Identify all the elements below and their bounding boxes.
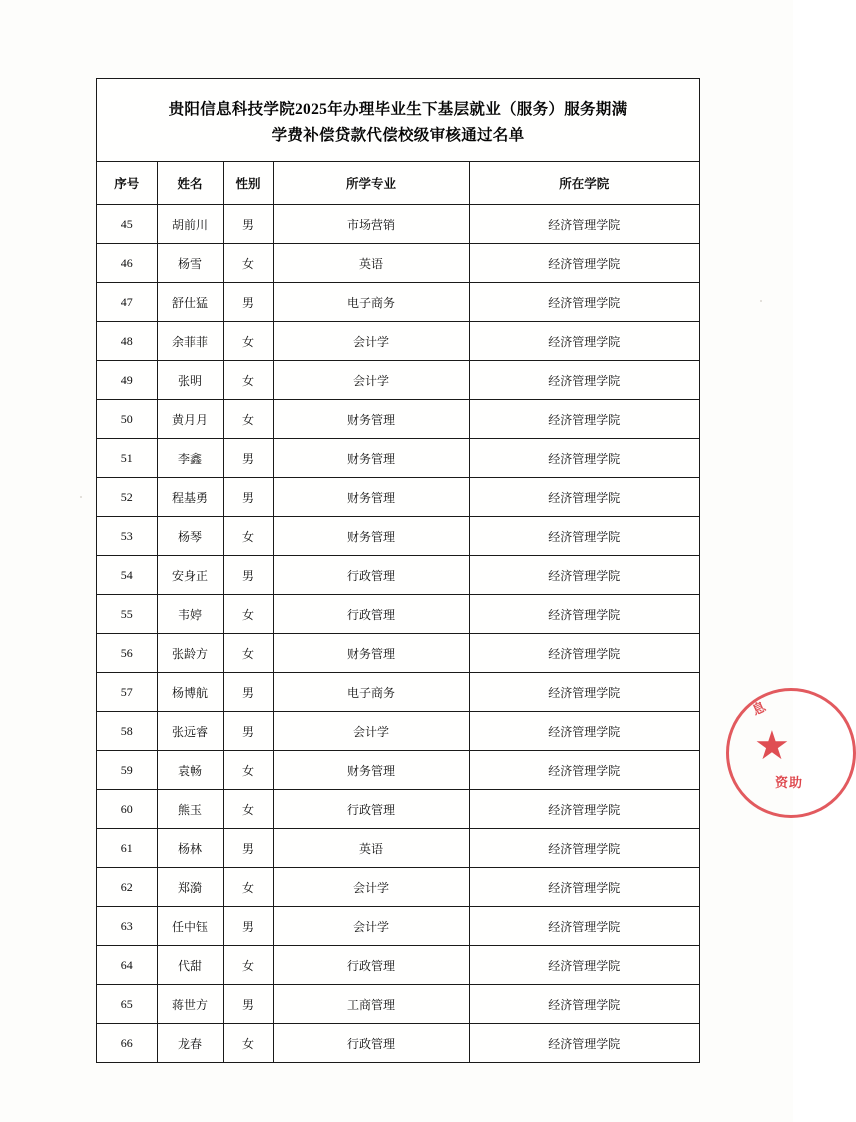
table-row <box>97 478 699 517</box>
cell-major: 行政管理 <box>273 946 469 985</box>
table-row <box>97 595 699 634</box>
cell-major: 财务管理 <box>273 634 469 673</box>
approved-name-list-table <box>97 161 699 1062</box>
cell-no: 59 <box>97 751 157 790</box>
cell-name: 安身正 <box>157 556 223 595</box>
cell-gender: 女 <box>223 361 273 400</box>
cell-no: 57 <box>97 673 157 712</box>
cell-name: 程基勇 <box>157 478 223 517</box>
cell-name: 代甜 <box>157 946 223 985</box>
cell-gender: 男 <box>223 673 273 712</box>
table-row <box>97 517 699 556</box>
cell-college: 经济管理学院 <box>469 751 699 790</box>
table-row <box>97 283 699 322</box>
table-row <box>97 868 699 907</box>
table-row <box>97 985 699 1024</box>
cell-gender: 男 <box>223 478 273 517</box>
cell-major: 会计学 <box>273 322 469 361</box>
cell-college: 经济管理学院 <box>469 595 699 634</box>
cell-no: 63 <box>97 907 157 946</box>
cell-gender: 男 <box>223 439 273 478</box>
cell-no: 55 <box>97 595 157 634</box>
cell-name: 任中钰 <box>157 907 223 946</box>
cell-name: 杨琴 <box>157 517 223 556</box>
document-frame <box>96 78 700 1063</box>
cell-college: 经济管理学院 <box>469 322 699 361</box>
table-row <box>97 634 699 673</box>
cell-gender: 男 <box>223 829 273 868</box>
cell-no: 45 <box>97 205 157 244</box>
cell-name: 蒋世方 <box>157 985 223 1024</box>
cell-college: 经济管理学院 <box>469 400 699 439</box>
table-header <box>97 162 699 205</box>
cell-college: 经济管理学院 <box>469 205 699 244</box>
column-header-no: 序号 <box>97 162 157 205</box>
cell-major: 财务管理 <box>273 478 469 517</box>
table-header-row <box>97 162 699 205</box>
cell-college: 经济管理学院 <box>469 673 699 712</box>
cell-college: 经济管理学院 <box>469 244 699 283</box>
cell-no: 62 <box>97 868 157 907</box>
cell-major: 行政管理 <box>273 556 469 595</box>
cell-major: 英语 <box>273 244 469 283</box>
cell-gender: 女 <box>223 517 273 556</box>
cell-no: 58 <box>97 712 157 751</box>
cell-college: 经济管理学院 <box>469 829 699 868</box>
scan-speck <box>80 496 82 498</box>
cell-gender: 男 <box>223 556 273 595</box>
cell-gender: 女 <box>223 751 273 790</box>
official-seal-stamp: 息 ★ 资助 <box>726 688 854 816</box>
cell-no: 53 <box>97 517 157 556</box>
cell-gender: 女 <box>223 244 273 283</box>
cell-no: 47 <box>97 283 157 322</box>
cell-gender: 女 <box>223 1024 273 1063</box>
cell-gender: 男 <box>223 283 273 322</box>
seal-ring <box>726 688 856 818</box>
cell-no: 56 <box>97 634 157 673</box>
cell-no: 60 <box>97 790 157 829</box>
cell-major: 电子商务 <box>273 673 469 712</box>
column-header-college: 所在学院 <box>469 162 699 205</box>
cell-major: 工商管理 <box>273 985 469 1024</box>
table-row <box>97 244 699 283</box>
cell-no: 65 <box>97 985 157 1024</box>
seal-bottom-text: 资助 <box>774 775 803 790</box>
table-row <box>97 790 699 829</box>
cell-name: 杨雪 <box>157 244 223 283</box>
cell-gender: 男 <box>223 712 273 751</box>
cell-no: 46 <box>97 244 157 283</box>
table-row <box>97 205 699 244</box>
cell-gender: 女 <box>223 946 273 985</box>
cell-name: 胡前川 <box>157 205 223 244</box>
cell-name: 郑漪 <box>157 868 223 907</box>
cell-college: 经济管理学院 <box>469 439 699 478</box>
table-row <box>97 751 699 790</box>
table-row <box>97 322 699 361</box>
cell-major: 行政管理 <box>273 595 469 634</box>
cell-major: 会计学 <box>273 907 469 946</box>
cell-gender: 女 <box>223 790 273 829</box>
cell-major: 财务管理 <box>273 751 469 790</box>
cell-major: 会计学 <box>273 361 469 400</box>
cell-college: 经济管理学院 <box>469 556 699 595</box>
cell-college: 经济管理学院 <box>469 361 699 400</box>
cell-name: 张龄方 <box>157 634 223 673</box>
cell-no: 54 <box>97 556 157 595</box>
cell-no: 61 <box>97 829 157 868</box>
cell-college: 经济管理学院 <box>469 907 699 946</box>
column-header-gender: 性别 <box>223 162 273 205</box>
cell-major: 英语 <box>273 829 469 868</box>
cell-major: 市场营销 <box>273 205 469 244</box>
cell-major: 电子商务 <box>273 283 469 322</box>
cell-gender: 男 <box>223 985 273 1024</box>
cell-no: 51 <box>97 439 157 478</box>
cell-gender: 女 <box>223 400 273 439</box>
cell-name: 张明 <box>157 361 223 400</box>
cell-name: 熊玉 <box>157 790 223 829</box>
cell-name: 张远睿 <box>157 712 223 751</box>
cell-name: 余菲菲 <box>157 322 223 361</box>
column-header-major: 所学专业 <box>273 162 469 205</box>
cell-name: 袁畅 <box>157 751 223 790</box>
table-row <box>97 673 699 712</box>
cell-college: 经济管理学院 <box>469 517 699 556</box>
cell-college: 经济管理学院 <box>469 634 699 673</box>
cell-college: 经济管理学院 <box>469 283 699 322</box>
cell-major: 会计学 <box>273 712 469 751</box>
cell-name: 李鑫 <box>157 439 223 478</box>
cell-name: 龙春 <box>157 1024 223 1063</box>
seal-arc-text: 息 <box>749 698 768 718</box>
table-row <box>97 1024 699 1063</box>
table-row <box>97 712 699 751</box>
cell-name: 黄月月 <box>157 400 223 439</box>
cell-major: 财务管理 <box>273 517 469 556</box>
cell-gender: 女 <box>223 322 273 361</box>
page-title-line-2: 学费补偿贷款代偿校级审核通过名单 <box>271 127 525 144</box>
cell-name: 舒仕猛 <box>157 283 223 322</box>
cell-gender: 女 <box>223 868 273 907</box>
cell-major: 财务管理 <box>273 439 469 478</box>
cell-no: 48 <box>97 322 157 361</box>
cell-major: 财务管理 <box>273 400 469 439</box>
table-body <box>97 205 699 1063</box>
cell-college: 经济管理学院 <box>469 985 699 1024</box>
document-title-block <box>97 79 699 161</box>
table-row <box>97 556 699 595</box>
cell-gender: 男 <box>223 205 273 244</box>
table-row <box>97 439 699 478</box>
cell-name: 韦婷 <box>157 595 223 634</box>
cell-major: 行政管理 <box>273 1024 469 1063</box>
cell-gender: 男 <box>223 907 273 946</box>
cell-no: 52 <box>97 478 157 517</box>
cell-college: 经济管理学院 <box>469 946 699 985</box>
cell-gender: 女 <box>223 595 273 634</box>
cell-major: 行政管理 <box>273 790 469 829</box>
cell-no: 66 <box>97 1024 157 1063</box>
cell-college: 经济管理学院 <box>469 790 699 829</box>
table-row <box>97 361 699 400</box>
cell-college: 经济管理学院 <box>469 478 699 517</box>
cell-no: 49 <box>97 361 157 400</box>
column-header-name: 姓名 <box>157 162 223 205</box>
table-row <box>97 400 699 439</box>
cell-gender: 女 <box>223 634 273 673</box>
cell-college: 经济管理学院 <box>469 712 699 751</box>
scan-speck <box>760 300 762 302</box>
page-title-line-1: 贵阳信息科技学院2025年办理毕业生下基层就业（服务）服务期满 <box>168 101 628 118</box>
cell-college: 经济管理学院 <box>469 868 699 907</box>
table-row <box>97 907 699 946</box>
cell-major: 会计学 <box>273 868 469 907</box>
table-row <box>97 946 699 985</box>
cell-college: 经济管理学院 <box>469 1024 699 1063</box>
cell-no: 50 <box>97 400 157 439</box>
cell-name: 杨博航 <box>157 673 223 712</box>
cell-name: 杨林 <box>157 829 223 868</box>
table-row <box>97 829 699 868</box>
cell-no: 64 <box>97 946 157 985</box>
